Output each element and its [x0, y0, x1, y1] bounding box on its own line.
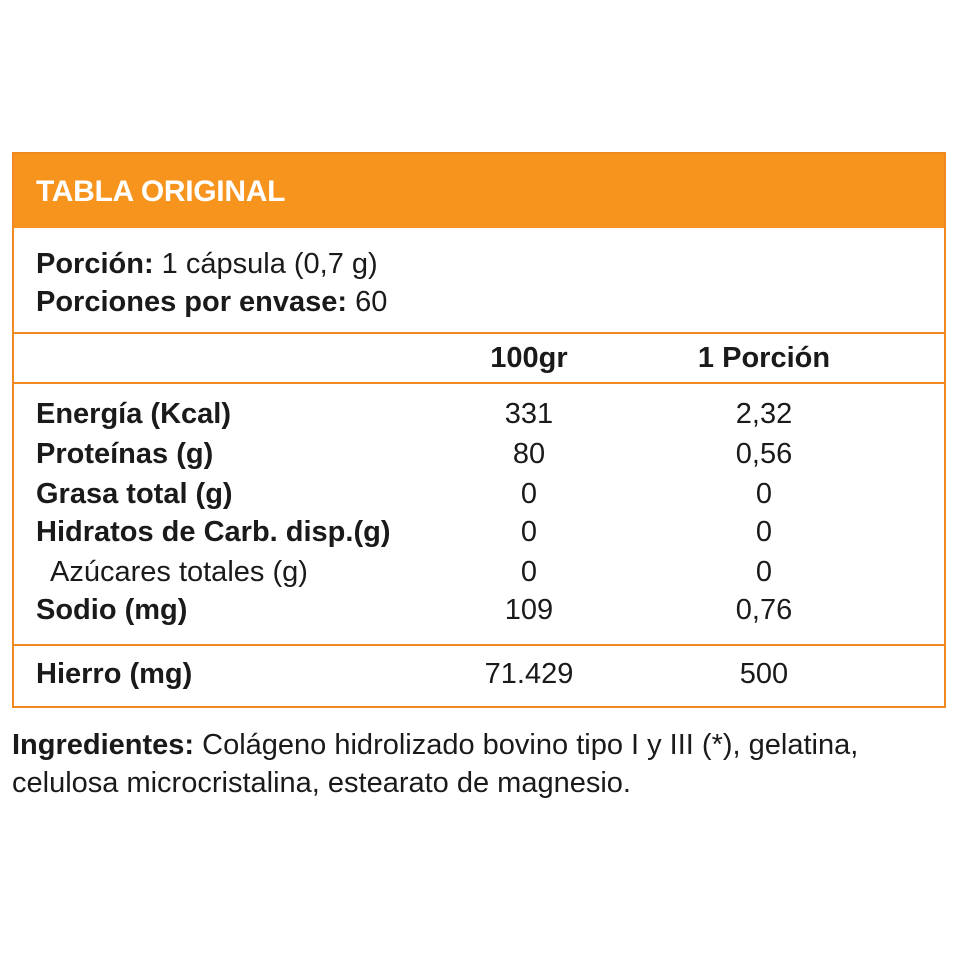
column-header-portion: 1 Porción	[697, 342, 831, 374]
portion-value: 1 cápsula (0,7 g)	[153, 248, 378, 280]
row-value-portion: 0	[755, 516, 773, 548]
row-value-portion: 2,32	[735, 398, 793, 430]
portion-line	[36, 248, 378, 281]
row-value-100gr: 0	[520, 556, 538, 588]
row-value-portion: 0,76	[735, 594, 793, 626]
servings-label: Porciones por envase:	[36, 286, 348, 318]
servings-value: 60	[347, 286, 388, 318]
table-row	[14, 594, 944, 634]
row-value-100gr: 109	[504, 594, 554, 626]
row-value-100gr: 331	[504, 398, 554, 430]
row-label: Hidratos de Carb. disp.(g)	[36, 516, 391, 548]
table-row	[14, 516, 944, 556]
row-value-100gr: 0	[520, 478, 538, 510]
column-header-100gr: 100gr	[490, 342, 568, 374]
row-label: Sodio (mg)	[36, 594, 188, 626]
table-row	[14, 398, 944, 438]
row-value-portion: 0,56	[735, 438, 793, 470]
table-row	[14, 658, 944, 698]
servings-line	[36, 286, 387, 319]
ingredients-paragraph	[12, 726, 952, 802]
row-value-portion: 0	[755, 478, 773, 510]
divider	[14, 332, 944, 334]
row-label: Proteínas (g)	[36, 438, 214, 470]
row-label: Energía (Kcal)	[36, 398, 231, 430]
table-row	[14, 556, 944, 596]
row-value-100gr: 71.429	[484, 658, 574, 690]
table-title: TABLA ORIGINAL	[36, 175, 286, 208]
divider	[14, 382, 944, 384]
nutrition-table	[12, 152, 946, 708]
portion-label: Porción:	[36, 248, 154, 280]
ingredients-label: Ingredientes:	[12, 729, 195, 761]
table-row	[14, 438, 944, 478]
row-label: Hierro (mg)	[36, 658, 193, 690]
row-label: Grasa total (g)	[36, 478, 233, 510]
row-value-100gr: 0	[520, 516, 538, 548]
row-label: Azúcares totales (g)	[50, 556, 308, 588]
table-row	[14, 478, 944, 518]
row-value-100gr: 80	[512, 438, 546, 470]
divider	[14, 644, 944, 646]
table-header	[14, 154, 944, 228]
ingredients-text: Colágeno hidrolizado bovino tipo I y III (*), gelatina, celulosa microcristalina, estearato de magnesio.	[12, 729, 859, 799]
row-value-portion: 0	[755, 556, 773, 588]
row-value-portion: 500	[739, 658, 789, 690]
